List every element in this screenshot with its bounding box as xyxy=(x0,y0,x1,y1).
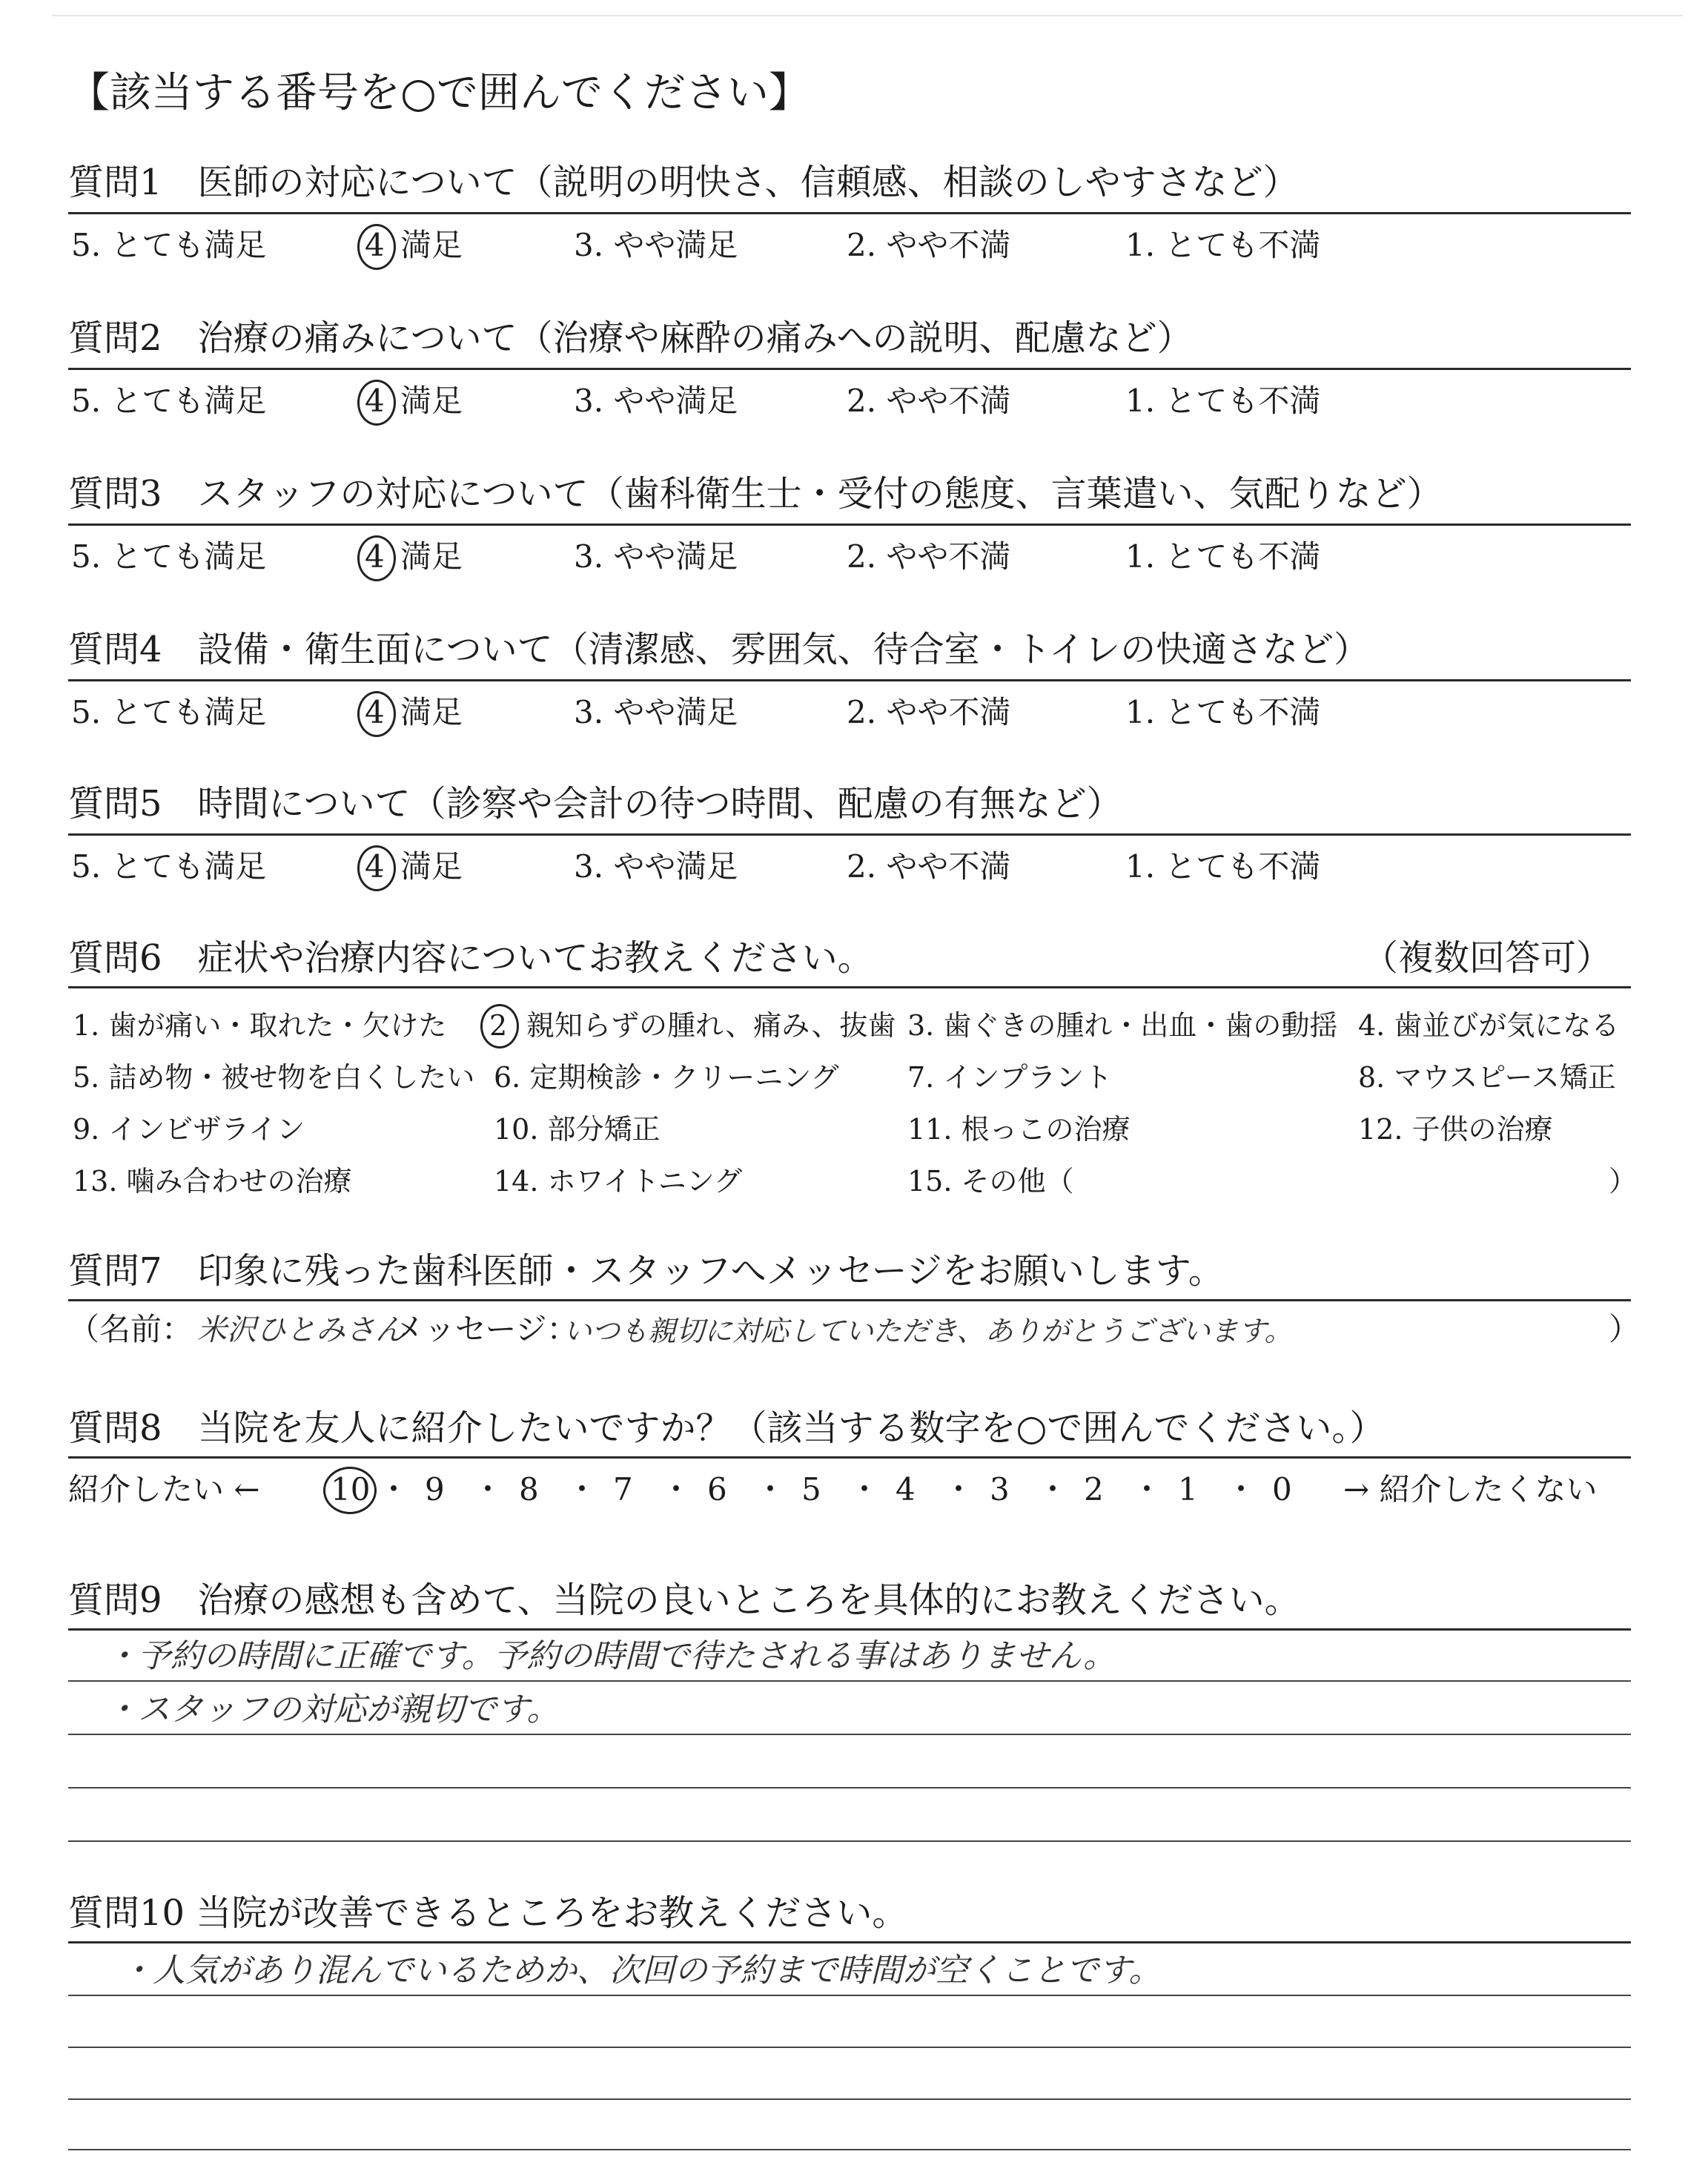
q8-right-label: → 紹介したくない xyxy=(1343,1471,1598,1507)
q6-option-15[interactable]: 15. その他（ xyxy=(907,1165,1074,1198)
q6-option-15-close: ） xyxy=(1609,1165,1638,1198)
q8-scale-separator: ・ xyxy=(472,1471,504,1507)
q6-option-2-label[interactable]: 親知らずの腫れ、痛み、抜歯 xyxy=(526,1009,896,1042)
q5-option-1[interactable]: 1. とても不満 xyxy=(1125,848,1321,885)
q2-option-2[interactable]: 2. やや不満 xyxy=(847,383,1011,419)
q9-title: 質問9 治療の感想も含めて、当院の良いところを具体的にお教えください。 xyxy=(68,1579,1300,1621)
q1-option-5[interactable]: 5. とても満足 xyxy=(71,227,267,263)
q9-answer-line-1 xyxy=(68,1680,1631,1682)
q2-option-5[interactable]: 5. とても満足 xyxy=(71,383,267,419)
q6-option-10[interactable]: 10. 部分矯正 xyxy=(494,1113,661,1146)
q3-option-1[interactable]: 1. とても不満 xyxy=(1125,538,1321,575)
q7-message-label: メッセージ： xyxy=(393,1311,578,1347)
q9-answer-line-3 xyxy=(68,1787,1631,1789)
q8-scale-10[interactable]: 10 xyxy=(331,1471,371,1507)
q2-option-1[interactable]: 1. とても不満 xyxy=(1125,383,1321,419)
q3-option-2[interactable]: 2. やや不満 xyxy=(847,538,1011,575)
q9-answer-2[interactable]: ・スタッフの対応が親切です。 xyxy=(105,1691,560,1728)
q9-answer-1[interactable]: ・予約の時間に正確です。予約の時間で待たされる事はありません。 xyxy=(105,1637,1116,1675)
q10-answer-line-4 xyxy=(68,2149,1631,2150)
q5-option-4-number[interactable]: 4 xyxy=(365,848,385,885)
q1-rule xyxy=(68,212,1631,214)
q6-option-11[interactable]: 11. 根っこの治療 xyxy=(907,1113,1131,1146)
q6-option-2-number[interactable]: 2 xyxy=(489,1009,508,1042)
q7-message-value[interactable]: いつも親切に対応していただき、ありがとうございます。 xyxy=(563,1315,1293,1347)
q8-scale-3[interactable]: 3 xyxy=(990,1471,1010,1507)
q8-scale-separator: ・ xyxy=(566,1471,598,1507)
q6-option-8[interactable]: 8. マウスピース矯正 xyxy=(1358,1061,1616,1094)
q6-option-14[interactable]: 14. ホワイトニング xyxy=(494,1165,743,1198)
q8-scale-separator: ・ xyxy=(1037,1471,1069,1507)
q8-scale-4[interactable]: 4 xyxy=(896,1471,916,1507)
q5-title: 質問5 時間について（診察や会計の待つ時間、配慮の有無など） xyxy=(68,783,1122,825)
q8-left-label: 紹介したい ← xyxy=(68,1471,260,1507)
q10-title: 質問10 当院が改善できるところをお教えください。 xyxy=(68,1892,908,1934)
q8-scale-separator: ・ xyxy=(849,1471,881,1507)
q2-option-4-number[interactable]: 4 xyxy=(365,383,385,419)
q8-scale-7[interactable]: 7 xyxy=(613,1471,633,1507)
q5-option-4-label[interactable]: 満足 xyxy=(400,848,463,885)
q4-option-3[interactable]: 3. やや満足 xyxy=(574,694,738,730)
q6-option-1[interactable]: 1. 歯が痛い・取れた・欠けた xyxy=(73,1009,447,1042)
q5-option-2[interactable]: 2. やや不満 xyxy=(847,848,1011,885)
q2-option-3[interactable]: 3. やや満足 xyxy=(574,383,738,419)
form-header: 【該当する番号を○で囲んでください】 xyxy=(68,69,810,117)
q8-scale-5[interactable]: 5 xyxy=(801,1471,821,1507)
q1-option-4-label[interactable]: 満足 xyxy=(400,227,463,263)
q8-scale-0[interactable]: 0 xyxy=(1272,1471,1292,1507)
q6-option-13[interactable]: 13. 噛み合わせの治療 xyxy=(73,1165,352,1198)
q3-rule xyxy=(68,524,1631,526)
q8-scale-separator: ・ xyxy=(943,1471,975,1507)
q3-option-4-label[interactable]: 満足 xyxy=(400,538,463,575)
q7-name-label: （名前： xyxy=(68,1311,193,1347)
q9-answer-line-4 xyxy=(68,1840,1631,1842)
q3-option-4-number[interactable]: 4 xyxy=(365,538,385,575)
q10-answer-line-1 xyxy=(68,1995,1631,1996)
q8-scale-6[interactable]: 6 xyxy=(707,1471,727,1507)
q2-title: 質問2 治療の痛みについて（治療や麻酔の痛みへの説明、配慮など） xyxy=(68,317,1193,359)
q10-answer-1[interactable]: ・人気があり混んでいるためか、次回の予約まで時間が空くことです。 xyxy=(120,1952,1162,1989)
q1-option-1[interactable]: 1. とても不満 xyxy=(1125,227,1321,263)
q8-selected-circle xyxy=(323,1467,377,1514)
q6-option-12[interactable]: 12. 子供の治療 xyxy=(1358,1113,1553,1146)
q5-option-3[interactable]: 3. やや満足 xyxy=(574,848,738,885)
q7-name-value[interactable]: 米沢ひとみさん xyxy=(197,1313,405,1347)
q4-option-4-label[interactable]: 満足 xyxy=(400,694,463,730)
q1-option-4-number[interactable]: 4 xyxy=(365,227,385,263)
q8-scale-1[interactable]: 1 xyxy=(1178,1471,1198,1507)
q8-scale-separator: ・ xyxy=(755,1471,787,1507)
q5-option-5[interactable]: 5. とても満足 xyxy=(71,848,267,885)
q10-answer-line-3 xyxy=(68,2098,1631,2100)
q8-scale-separator: ・ xyxy=(378,1471,410,1507)
q7-rule xyxy=(68,1299,1631,1301)
q6-option-6[interactable]: 6. 定期検診・クリーニング xyxy=(494,1061,839,1094)
q8-scale-separator: ・ xyxy=(1131,1471,1163,1507)
q4-option-4-number[interactable]: 4 xyxy=(365,694,385,730)
q4-title: 質問4 設備・衛生面について（清潔感、雰囲気、待合室・トイレの快適さなど） xyxy=(68,629,1370,670)
q6-option-7[interactable]: 7. インプラント xyxy=(907,1061,1113,1094)
q8-title: 質問8 当院を友人に紹介したいですか？（該当する数字を○で囲んでください。） xyxy=(68,1407,1386,1449)
q3-title: 質問3 スタッフの対応について（歯科衛生士・受付の態度、言葉遣い、気配りなど） xyxy=(68,473,1443,515)
q8-rule xyxy=(68,1456,1631,1459)
q8-scale-2[interactable]: 2 xyxy=(1084,1471,1104,1507)
scan-edge-line xyxy=(52,15,1683,16)
q4-option-1[interactable]: 1. とても不満 xyxy=(1125,694,1321,730)
q8-scale-9[interactable]: 9 xyxy=(425,1471,445,1507)
q4-option-2[interactable]: 2. やや不満 xyxy=(847,694,1011,730)
q6-rule xyxy=(68,986,1631,988)
q1-option-3[interactable]: 3. やや満足 xyxy=(574,227,738,263)
q9-answer-line-2 xyxy=(68,1734,1631,1735)
q7-close-paren: ） xyxy=(1609,1311,1641,1347)
q1-title: 質問1 医師の対応について（説明の明快さ、信頼感、相談のしやすさなど） xyxy=(68,162,1299,203)
q8-scale-separator: ・ xyxy=(1225,1471,1257,1507)
q1-option-2[interactable]: 2. やや不満 xyxy=(847,227,1011,263)
q6-option-9[interactable]: 9. インビザライン xyxy=(73,1113,305,1146)
q3-option-5[interactable]: 5. とても満足 xyxy=(71,538,267,575)
q4-option-5[interactable]: 5. とても満足 xyxy=(71,694,267,730)
q4-rule xyxy=(68,679,1631,681)
q8-scale-8[interactable]: 8 xyxy=(519,1471,539,1507)
q2-rule xyxy=(68,368,1631,370)
q10-rule xyxy=(68,1941,1631,1943)
q3-option-3[interactable]: 3. やや満足 xyxy=(574,538,738,575)
q6-option-5[interactable]: 5. 詰め物・被せ物を白くしたい xyxy=(73,1061,475,1094)
q6-option-4[interactable]: 4. 歯並びが気になる xyxy=(1358,1009,1620,1042)
q10-answer-line-2 xyxy=(68,2047,1631,2048)
q6-option-3[interactable]: 3. 歯ぐきの腫れ・出血・歯の動揺 xyxy=(907,1009,1338,1042)
q7-title: 質問7 印象に残った歯科医師・スタッフへメッセージをお願いします。 xyxy=(68,1250,1224,1292)
q5-rule xyxy=(68,833,1631,836)
q9-rule xyxy=(68,1628,1631,1631)
q6-note: （複数回答可） xyxy=(1363,937,1612,979)
q2-option-4-label[interactable]: 満足 xyxy=(400,383,463,419)
q6-title: 質問6 症状や治療内容についてお教えください。 xyxy=(68,937,873,979)
q8-scale-separator: ・ xyxy=(661,1471,692,1507)
